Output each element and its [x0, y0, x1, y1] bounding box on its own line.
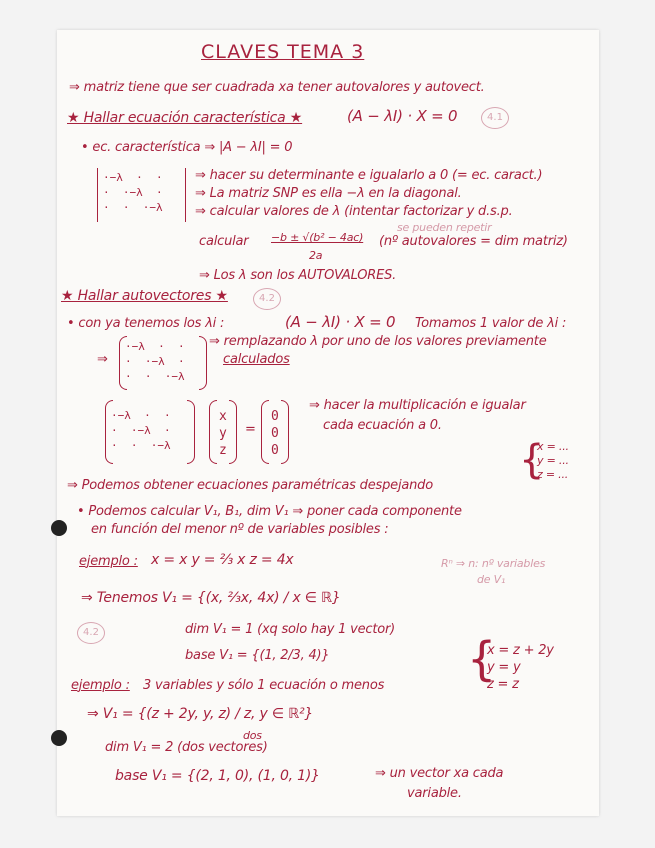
- matrix-lambda: ·−λ · · · ·−λ · · · ·−λ: [103, 171, 163, 214]
- note-line: ⇒ V₁ = {(z + 2y, y, z) / z, y ∈ ℝ²}: [87, 706, 314, 722]
- note-line: base V₁ = {(1, 2/3, 4)}: [185, 648, 330, 663]
- equation: (A − λI) · X = 0: [347, 107, 458, 125]
- page-title: CLAVES TEMA 3: [201, 41, 365, 63]
- note-line: ⇒ un vector xa cada: [375, 766, 504, 781]
- side-note: dos: [243, 729, 262, 742]
- note-line: calculados: [223, 352, 290, 367]
- vector-paren-right: [229, 400, 237, 464]
- arrow: ⇒: [97, 352, 108, 367]
- vector-zero: 0 0 0: [271, 409, 279, 458]
- vector-xyz: x y z: [219, 409, 227, 458]
- note-line: • con ya tenemos los λi :: [67, 316, 225, 331]
- determinant-bar-left: [97, 168, 98, 222]
- example-label: ejemplo :: [71, 678, 130, 693]
- note-line: ⇒ Los λ son los AUTOVALORES.: [199, 268, 397, 283]
- brace: {: [519, 437, 545, 483]
- binder-hole: [51, 730, 67, 746]
- matrix-lambda: ·−λ · · · ·−λ · · · ·−λ: [125, 340, 185, 383]
- side-note: Rⁿ ⇒ n: nº variables: [441, 557, 546, 570]
- brace: {: [467, 632, 497, 686]
- binder-hole: [51, 520, 67, 536]
- side-note: se pueden repetir: [397, 221, 492, 234]
- note-line: ⇒ La matriz SNP es ella −λ en la diagonal.: [195, 186, 462, 201]
- section-heading: ★ Hallar ecuación característica ★: [67, 110, 303, 126]
- note-line: ⇒ Tenemos V₁ = {(x, ⅔x, 4x) / x ∈ ℝ}: [81, 590, 341, 606]
- note-line: dim V₁ = 2 (dos vectores): [105, 740, 268, 755]
- determinant-bar-right: [185, 168, 186, 222]
- matrix-paren-right: [187, 400, 195, 464]
- matrix-lambda: ·−λ · · · ·−λ · · · ·−λ: [111, 409, 171, 452]
- example-label: ejemplo :: [79, 554, 138, 569]
- note-line: ⇒ hacer la multiplicación e igualar: [309, 398, 526, 413]
- note-line: • Podemos calcular V₁, B₁, dim V₁ ⇒ poner cada componente: [77, 504, 462, 519]
- parametric-equations: x = ... y = ... z = ...: [537, 440, 569, 481]
- vector-paren-left: [209, 400, 217, 464]
- note-line: en función del menor nº de variables posibles :: [91, 522, 389, 537]
- note-line: ⇒ matriz tiene que ser cuadrada xa tener autovalores y autovect.: [69, 80, 485, 95]
- side-note: de V₁: [477, 573, 506, 586]
- note-line: • ec. característica ⇒ |A − λI| = 0: [81, 140, 293, 155]
- note-line: Tomamos 1 valor de λi :: [415, 316, 567, 331]
- equation: (A − λI) · X = 0: [285, 313, 396, 331]
- note-line: calcular: [199, 234, 249, 249]
- note-line: ⇒ Podemos obtener ecuaciones paramétricas despejando: [67, 478, 433, 493]
- note-line: ⇒ remplazando λ por uno de los valores previamente: [209, 334, 547, 349]
- matrix-paren-right: [199, 336, 207, 390]
- note-line: variable.: [407, 786, 462, 801]
- equation: x = x y = ⅔ x z = 4x: [151, 552, 294, 568]
- vector-paren-right: [281, 400, 289, 464]
- vector-paren-left: [261, 400, 269, 464]
- equals-sign: =: [245, 422, 256, 437]
- note-line: dim V₁ = 1 (xq solo hay 1 vector): [185, 622, 396, 637]
- page-ref-stamp: 4.2: [253, 288, 281, 310]
- page-ref-stamp: 4.1: [481, 107, 509, 129]
- note-line: ⇒ hacer su determinante e igualarlo a 0 (= ec. caract.): [195, 168, 543, 183]
- note-line: cada ecuación a 0.: [323, 418, 442, 433]
- quadratic-formula-numerator: −b ± √(b² − 4ac): [271, 231, 364, 244]
- note-line: 3 variables y sólo 1 ecuación o menos: [143, 678, 385, 693]
- page-ref-stamp: 4.2: [77, 622, 105, 644]
- section-heading: ★ Hallar autovectores ★: [61, 288, 228, 304]
- note-line: ⇒ calcular valores de λ (intentar factorizar y d.s.p.: [195, 204, 513, 219]
- system-equations: x = z + 2y y = y z = z: [487, 643, 554, 692]
- note-line: base V₁ = {(2, 1, 0), (1, 0, 1)}: [115, 768, 320, 784]
- notebook-page: [57, 30, 599, 816]
- quadratic-formula-denominator: 2a: [309, 249, 323, 262]
- note-line: (nº autovalores = dim matriz): [379, 234, 568, 249]
